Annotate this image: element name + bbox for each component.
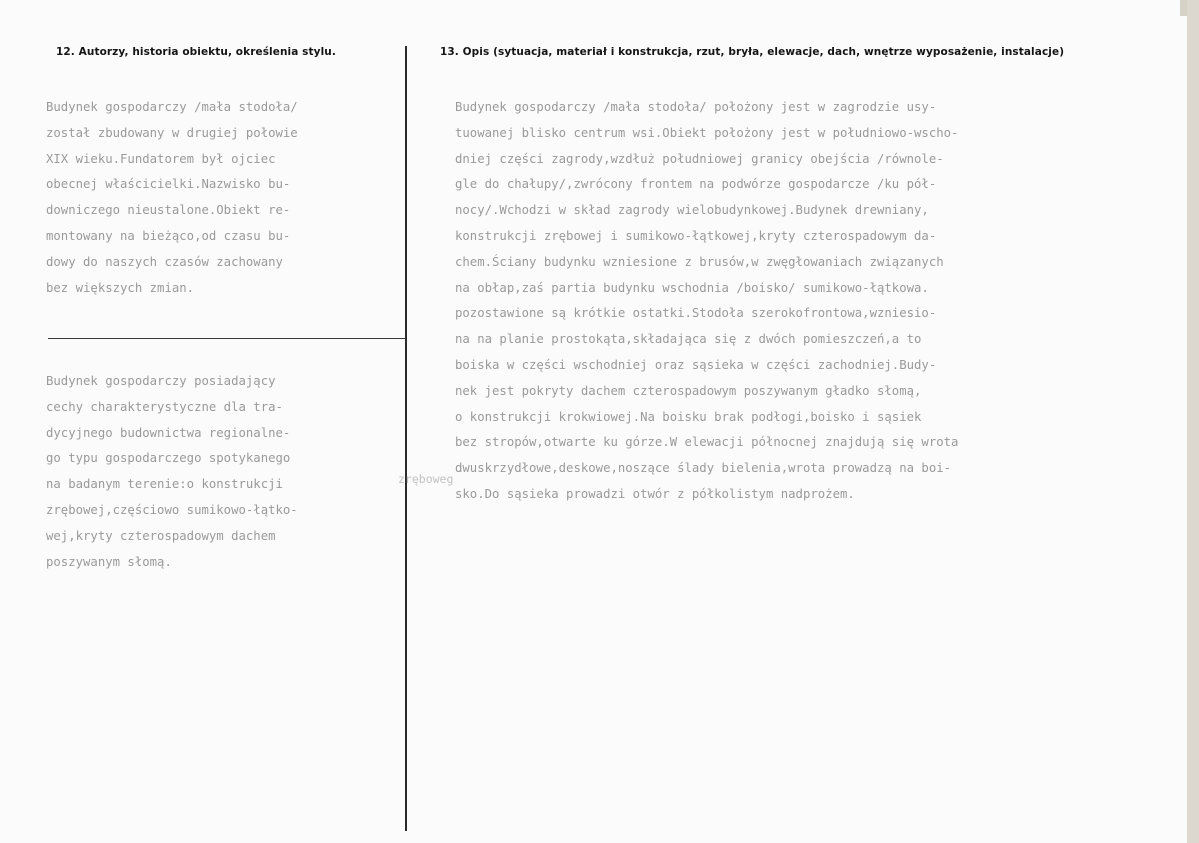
- section-12-history-text: Budynek gospodarczy /mała stodoła/ został zbudowany w drugiej połowie XIX wieku.Fundatorem był ojciec obecnej właścicielki.Nazwisko bu- downiczego nieustalone.Obiekt re- montowany na bieżąco,od czasu bu- dowy do naszych czasów zachowany bez większych zmian.: [46, 100, 298, 295]
- section-12-divider: [48, 338, 405, 339]
- section-12-style-text: Budynek gospodarczy posiadający cechy charakterystyczne dla tra- dycyjnego budownictwa regionalne- go typu gospodarczego spotykanego na badanym terenie:o konstrukcji zrębowej,częściowo sumikowo-łątko- wej,kryty czterospadowym dachem poszywanym słomą.: [46, 374, 298, 569]
- card-right-edge: [1187, 0, 1199, 843]
- overtyped-text-fragment: zręboweg: [398, 472, 454, 486]
- section-13-header: 13. Opis (sytuacja, materiał i konstrukcja, rzut, bryła, elewacje, dach, wnętrze wyposażenie, instalacje): [440, 46, 1065, 58]
- section-13-description-text: Budynek gospodarczy /mała stodoła/ położony jest w zagrodzie usy- tuowanej blisko centrum wsi.Obiekt położony jest w południowo-wscho- dniej części zagrody,wzdłuż południowej granicy obejścia /równole- gle do chałupy/,zwrócony frontem na podwórze gospodarcze /ku pół- nocy/.Wchodzi w skład zagrody wielobudynkowej.Budynek drewniany, konstrukcji zrębowej i sumikowo-łątkowej,kryty czterospadowym da- chem.Ściany budynku wzniesione z brusów,w zwęgłowaniach związanych na obłap,zaś partia budynku wschodnia /boisko/ sumikowo-łątkowa. pozostawione są krótkie ostatki.Stodoła szerokofrontowa,wzniesio- na na planie prostokąta,składająca się z dwóch pomieszczeń,a to boiska w części wschodniej oraz sąsieka w części zachodniej.Budy- nek jest pokryty dachem czterospadowym poszywanym gładko słomą, o konstrukcji krokwiowej.Na boisku brak podłogi,boisko i sąsiek bez stropów,otwarte ku górze.W elewacji północnej znajdują się wrota dwuskrzydłowe,deskowe,noszące ślady bielenia,wrota prowadzą na boi- sko.Do sąsieka prowadzi otwór z półkolistym nadprożem.: [455, 100, 959, 501]
- section-12-header: 12. Autorzy, historia obiektu, określenia stylu.: [56, 46, 336, 58]
- column-divider: [405, 46, 407, 831]
